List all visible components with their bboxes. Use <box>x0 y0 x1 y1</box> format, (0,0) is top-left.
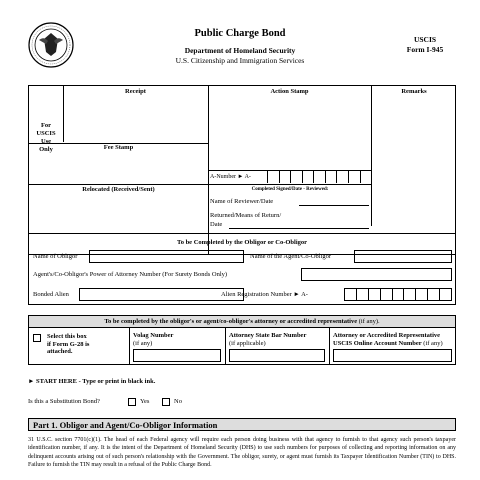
volag-label: Volag Number (if any) <box>133 332 174 347</box>
divider <box>329 328 330 364</box>
department-name: Department of Homeland Security <box>184 46 296 55</box>
obligor-name-label: Name of Obligor <box>33 253 78 260</box>
substitution-yes-label: Yes <box>140 398 150 405</box>
substitution-question: Is this a Substitution Bond? <box>28 398 100 405</box>
a-number-field[interactable] <box>267 171 371 183</box>
g28-label: Select this box if Form G-28 is attached. <box>47 333 90 355</box>
form-title: Public Charge Bond <box>194 28 286 39</box>
bonded-alien-input[interactable] <box>79 288 244 301</box>
divider <box>208 184 371 185</box>
start-here: ► START HERE - Type or print in black ink. <box>28 378 156 385</box>
alien-reg-label: Alien Registration Number ► A- <box>221 291 308 298</box>
divider <box>371 86 372 226</box>
reviewer-line[interactable] <box>299 205 369 206</box>
uscis-account-input[interactable] <box>333 349 452 362</box>
divider <box>129 328 130 364</box>
returned-label: Returned/Means of Return/ <box>210 212 282 219</box>
obligor-heading: To be Completed by the Obligor or Co-Obligor <box>176 239 308 246</box>
receipt-label: Receipt <box>125 88 146 95</box>
poa-input[interactable] <box>301 268 452 281</box>
form-id-block <box>395 35 455 55</box>
agency-short: USCIS <box>413 35 437 44</box>
a-number-label: A-Number ► A- <box>210 174 251 180</box>
g28-checkbox[interactable] <box>33 334 41 342</box>
substitution-no-label: No <box>174 398 182 405</box>
substitution-no-checkbox[interactable] <box>162 398 170 406</box>
office-use-box <box>28 85 456 255</box>
returned-line[interactable] <box>229 228 369 229</box>
bonded-alien-label: Bonded Alien <box>33 291 69 298</box>
attorney-heading: To be completed by the obligor's or agent/co-obligor's attorney or accredited representative (if any). <box>29 316 455 328</box>
action-stamp-label: Action Stamp <box>270 88 309 95</box>
fee-stamp-label: Fee Stamp <box>103 144 134 151</box>
reviewer-label: Name of Reviewer/Date <box>210 198 274 205</box>
uscis-account-label: Attorney or Accredited Representative USCIS Online Account Number (if any) <box>333 332 443 347</box>
obligor-name-input[interactable] <box>89 250 244 263</box>
agent-name-label: Name of the Agent/Co-Obligor <box>250 253 332 260</box>
obligor-section <box>28 233 456 305</box>
part1-heading: Part 1. Obligor and Agent/Co-Obligor Information <box>28 418 456 431</box>
remarks-label: Remarks <box>401 88 427 95</box>
completed-label: Completed Signed/Date - Reviewed: <box>251 187 329 192</box>
bar-number-input[interactable] <box>229 349 325 362</box>
volag-input[interactable] <box>133 349 221 362</box>
form-number: Form I-945 <box>406 45 444 54</box>
returned-date-label: Date <box>210 221 223 228</box>
agency-name: U.S. Citizenship and Immigration Services <box>175 56 305 65</box>
bar-number-label: Attorney State Bar Number (if applicable) <box>229 332 307 347</box>
attorney-section <box>28 315 456 365</box>
relocated-label: Relocated (Received/Sent) <box>82 186 155 193</box>
part1-intro-text: 31 U.S.C. section 7701(c)(1). The head of each Federal agency will require each person doing business with that agency to furnish to that agency such person's taxpayer identification number, if any. It is the intent of the Department of Homeland Security (DHS) to use such numbers for purposes of collecting and reporting information on any delinquent accounts arising out of such person's relationship with the Government. The obligor, surety, or agent must furnish its Taxpayer Identification Number (TIN) to DHS. Failure to furnish the TIN may result in a refusal of the Public Charge Bond. <box>28 437 456 468</box>
alien-reg-input[interactable] <box>344 288 452 301</box>
for-uscis-use-only: For USCIS Use Only <box>36 122 56 153</box>
agent-name-input[interactable] <box>354 250 452 263</box>
poa-label: Agent's/Co-Obligor's Power of Attorney Number (For Surety Bonds Only) <box>33 271 228 278</box>
divider <box>225 328 226 364</box>
substitution-yes-checkbox[interactable] <box>128 398 136 406</box>
divider <box>29 184 208 185</box>
dhs-seal-icon <box>28 22 74 68</box>
